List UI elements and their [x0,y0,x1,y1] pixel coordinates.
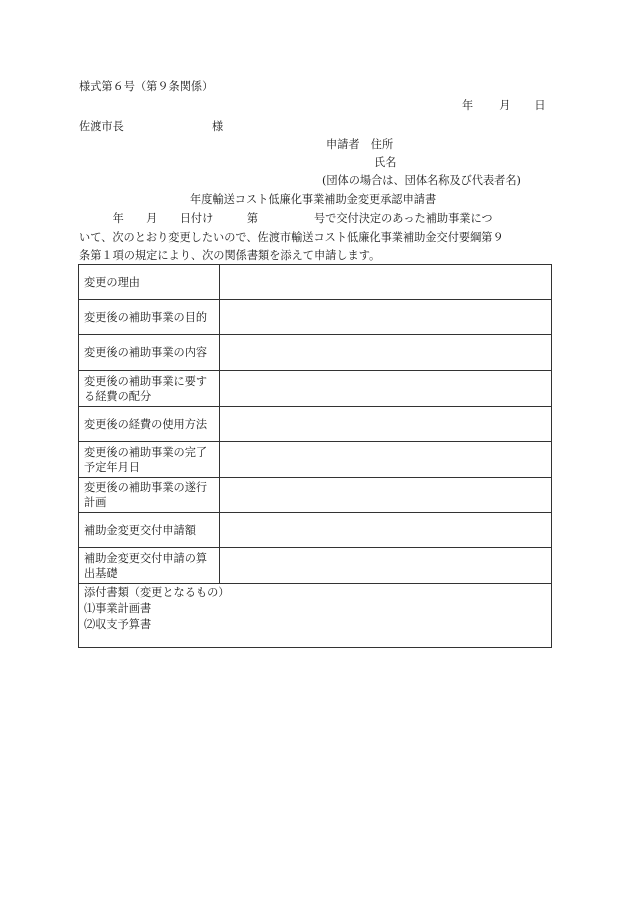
statement-line: 条第１項の規定により、次の関係書類を添えて申請します。 [79,249,381,262]
table-row [79,335,552,371]
table-row [79,371,552,407]
row-label: 変更後の補助事業に要する経費の配分 [79,371,220,407]
row-value-field[interactable] [220,442,552,478]
date-month-label: 月 [499,99,511,112]
row-label: 変更後の補助事業の内容 [79,335,220,371]
row-label: 変更の理由 [79,265,220,300]
honorific: 様 [212,120,224,133]
row-label: 変更後の補助事業の目的 [79,300,220,335]
row-value-field[interactable] [220,478,552,513]
statement-line: いて、次のとおり変更したいので、佐渡市輸送コスト低廉化事業補助金交付要綱第９ [79,230,504,244]
row-value-field[interactable] [220,335,552,371]
organization-note: (団体の場合は、団体名称及び代表者名) [322,174,521,187]
row-label: 変更後の補助事業の遂行計画 [79,478,220,513]
row-label: 変更後の経費の使用方法 [79,407,220,442]
table-row [79,548,552,584]
date-day-label: 日 [534,99,546,112]
attachment-item: ⑵収支予算書 [84,618,152,631]
row-label: 補助金変更交付申請額 [79,513,220,548]
table-row [79,300,552,335]
table-row [79,513,552,548]
row-value-field[interactable] [220,407,552,442]
attachment-item: ⑴事業計画書 [84,602,152,615]
attachments-cell [79,584,552,648]
addressee: 佐渡市長 [79,120,124,133]
row-value-field[interactable] [220,300,552,335]
attachments-heading: 添付書類（変更となるもの） [84,586,230,599]
row-value-field[interactable] [220,265,552,300]
row-value-field[interactable] [220,371,552,407]
applicant-name-label: 氏名 [374,156,397,169]
table-row [79,407,552,442]
row-value-field[interactable] [220,513,552,548]
table-row [79,265,552,300]
form-code: 様式第６号（第９条関係） [79,80,214,93]
date-year-label: 年 [462,99,474,112]
row-label: 変更後の補助事業の完了予定年月日 [79,442,220,478]
row-label: 補助金変更交付申請の算出基礎 [79,548,220,584]
row-value-field[interactable] [220,548,552,584]
document-title: 年度輸送コスト低廉化事業補助金変更承認申請書 [190,193,437,206]
statement-line: 年 月 日付け 第 号で交付決定のあった補助事業につ [79,212,493,225]
change-details-table [78,264,552,648]
application-statement [79,210,554,266]
attachments-row [79,584,552,648]
applicant-address-label: 申請者 住所 [326,138,394,151]
table-row [79,442,552,478]
date-line [462,99,546,113]
table-row [79,478,552,513]
